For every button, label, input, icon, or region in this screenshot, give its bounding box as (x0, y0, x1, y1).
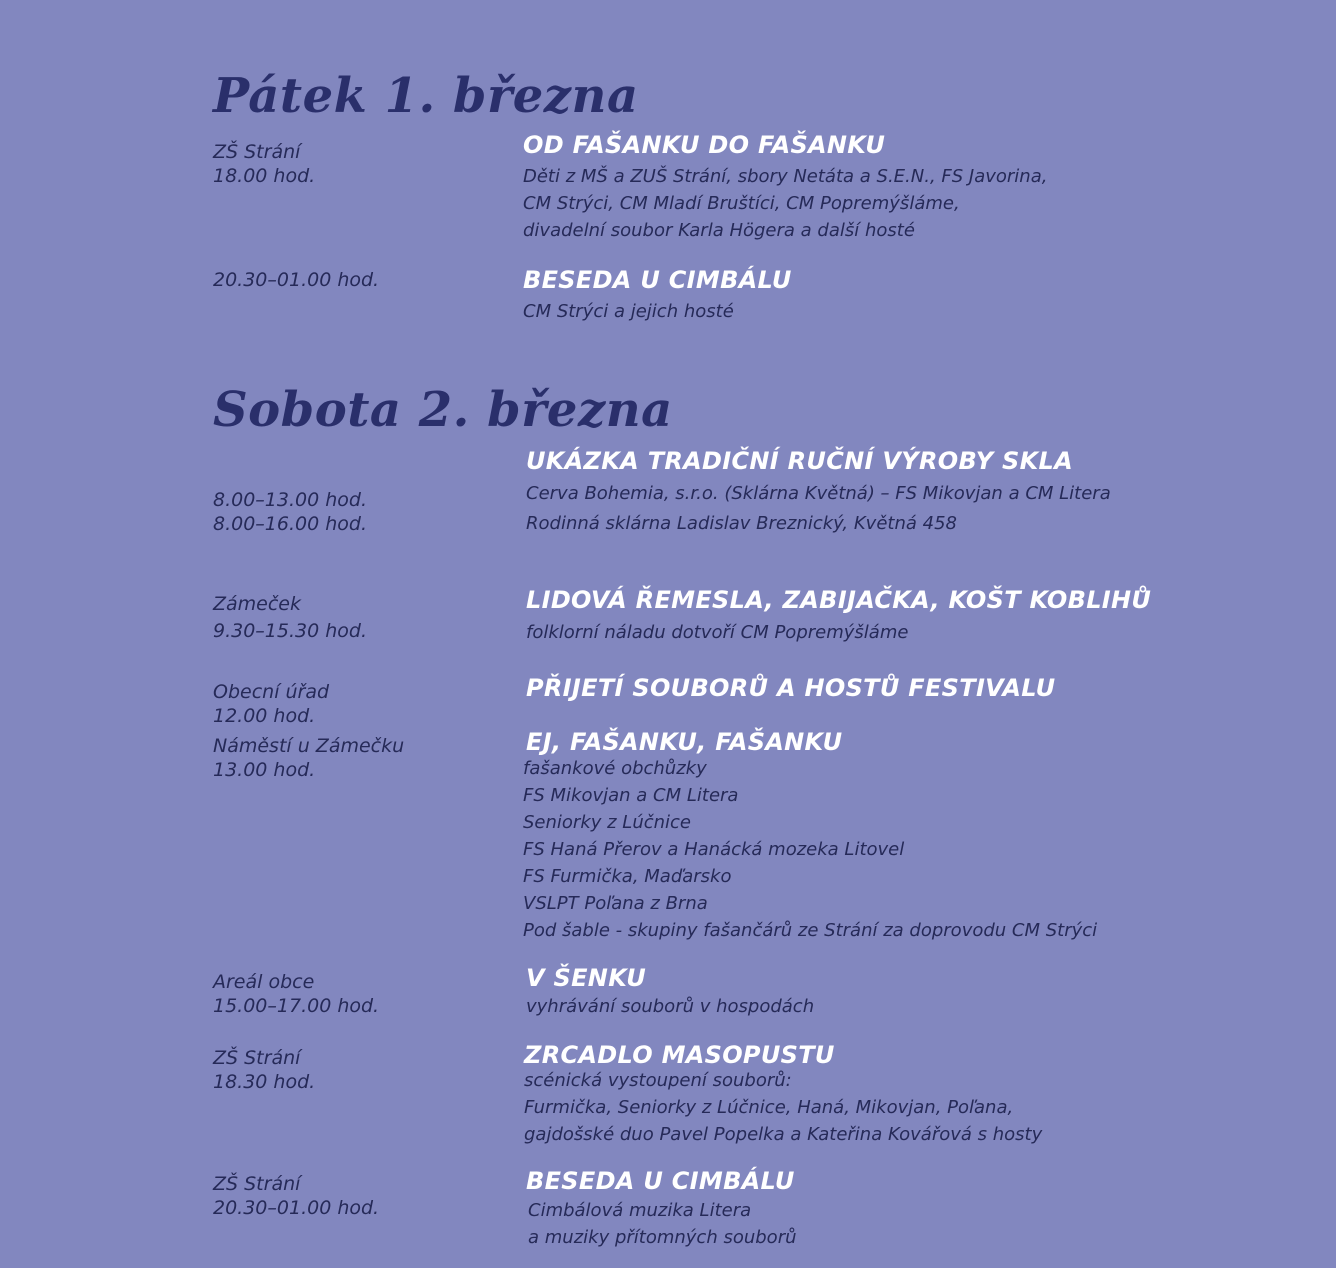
beseda-title: BESEDA U CIMBÁLU (526, 1167, 795, 1195)
description-line: Seniorky z Lúčnice (523, 812, 692, 833)
event-time: 8.00–16.00 hod. (213, 513, 368, 535)
description-line: Děti z MŠ a ZUŠ Strání, sbory Netáta a S.E.N., FS Javorina, (523, 166, 1048, 187)
tavern-title: V ŠENKU (526, 964, 647, 992)
description-line: divadelní soubor Karla Högera a další hosté (523, 220, 915, 241)
reception-title: PŘIJETÍ SOUBORŮ A HOSTŮ FESTIVALU (526, 674, 1056, 702)
friday-event-2-title: BESEDA U CIMBÁLU (523, 266, 792, 294)
description-line: vyhrávání souborů v hospodách (526, 996, 815, 1017)
saturday-heading: Sobota 2. března (213, 382, 673, 438)
description-line: gajdošské duo Pavel Popelka a Kateřina Kovářová s hosty (524, 1124, 1043, 1145)
description-line: folklorní náladu dotvoří CM Popremýšláme (526, 622, 909, 643)
parade-title: EJ, FAŠANKU, FAŠANKU (526, 728, 843, 756)
friday-event-2-place-time (213, 268, 379, 292)
beseda-description (528, 1197, 797, 1251)
description-line: FS Furmička, Maďarsko (523, 866, 732, 887)
description-line: FS Haná Přerov a Hanácká mozeka Litovel (523, 839, 905, 860)
description-line: a muziky přítomných souborů (528, 1227, 797, 1248)
event-time: 20.30–01.00 hod. (213, 1197, 380, 1219)
description-line: FS Mikovjan a CM Litera (523, 785, 739, 806)
tavern-description (526, 993, 814, 1020)
crafts-place-time (213, 592, 367, 643)
description-line: scénická vystoupení souborů: (524, 1070, 792, 1091)
event-venue: ZŠ Strání (213, 1047, 301, 1069)
crafts-title: LIDOVÁ ŘEMESLA, ZABIJAČKA, KOŠT KOBLIHŮ (526, 586, 1152, 614)
event-venue: Obecní úřad (213, 681, 330, 703)
event-time: 9.30–15.30 hod. (213, 620, 368, 642)
description-line: Furmička, Seniorky z Lúčnice, Haná, Mikovjan, Poľana, (524, 1097, 1014, 1118)
event-venue: ZŠ Strání (213, 141, 301, 163)
description-line: VSLPT Poľana z Brna (523, 893, 708, 914)
event-venue: ZŠ Strání (213, 1173, 301, 1195)
description-line: Cimbálová muzika Litera (528, 1200, 752, 1221)
glass-times (213, 488, 367, 536)
description-line: Rodinná sklárna Ladislav Breznický, Květná 458 (526, 513, 957, 534)
friday-event-1-title: OD FAŠANKU DO FAŠANKU (523, 131, 886, 159)
description-line: CM Strýci a jejich hosté (523, 301, 734, 322)
crafts-description (526, 619, 908, 646)
event-time: 13.00 hod. (213, 759, 316, 781)
description-line: Pod šable - skupiny fašančárů ze Strání za doprovodu CM Strýci (523, 920, 1098, 941)
glass-title: UKÁZKA TRADIČNÍ RUČNÍ VÝROBY SKLA (526, 447, 1074, 475)
event-venue: Zámeček (213, 593, 301, 615)
friday-event-1-place-time (213, 140, 315, 188)
mirror-description (524, 1067, 1042, 1148)
mirror-title: ZRCADLO MASOPUSTU (524, 1041, 835, 1069)
event-time: 15.00–17.00 hod. (213, 995, 380, 1017)
tavern-place-time (213, 970, 379, 1018)
friday-event-2-description (523, 298, 734, 325)
friday-heading: Pátek 1. března (213, 68, 639, 124)
description-line: Cerva Bohemia, s.r.o. (Sklárna Květná) – FS Mikovjan a CM Litera (526, 483, 1111, 504)
parade-place-time (213, 734, 404, 782)
glass-description (526, 480, 1111, 537)
parade-description (523, 755, 1097, 944)
event-time: 12.00 hod. (213, 705, 316, 727)
event-time: 20.30–01.00 hod. (213, 269, 380, 291)
description-line: CM Strýci, CM Mladí Bruštíci, CM Popremýšláme, (523, 193, 960, 214)
event-time: 18.30 hod. (213, 1071, 316, 1093)
event-time: 18.00 hod. (213, 165, 316, 187)
beseda-place-time (213, 1172, 379, 1220)
friday-event-1-description (523, 163, 1047, 244)
mirror-place-time (213, 1046, 315, 1094)
event-venue: Areál obce (213, 971, 315, 993)
event-venue: Náměstí u Zámečku (213, 735, 405, 757)
description-line: fašankové obchůzky (523, 758, 707, 779)
reception-place-time (213, 680, 329, 728)
event-time: 8.00–13.00 hod. (213, 489, 368, 511)
